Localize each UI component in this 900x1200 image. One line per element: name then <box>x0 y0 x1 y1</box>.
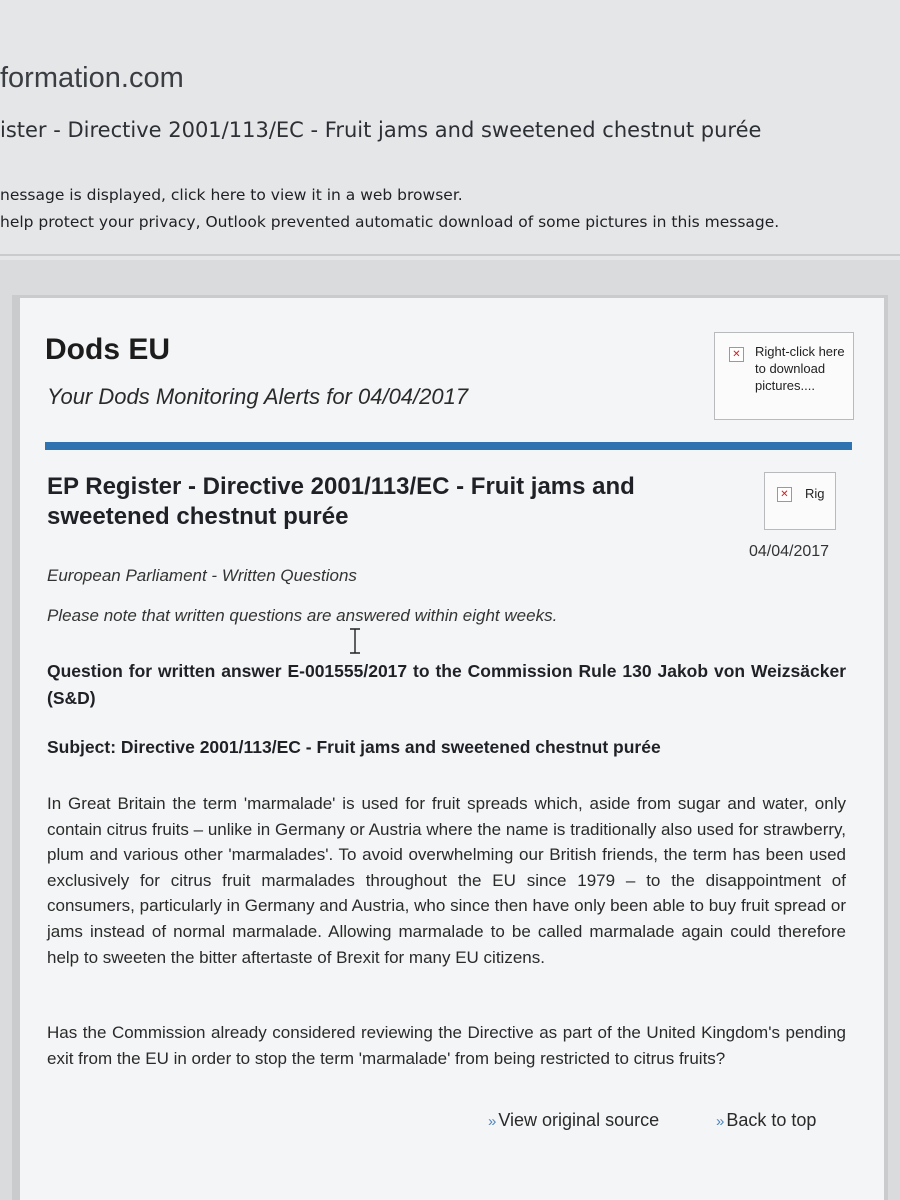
blocked-image-placeholder-small[interactable] <box>764 472 836 530</box>
browser-view-infobar[interactable]: nessage is displayed, click here to view it in a web browser. <box>0 186 463 204</box>
download-pictures-text: Right-click here to download pictures.... <box>755 344 845 393</box>
question-paragraph-2: Has the Commission already considered reviewing the Directive as part of the United Kingdom's pending exit from the EU in order to stop the term 'marmalade' from being restricted to citrus fruits? <box>47 1023 846 1068</box>
download-pictures-text-truncated: Rig <box>805 486 825 501</box>
double-chevron-icon: » <box>488 1113 497 1130</box>
sender-address: formation.com <box>0 62 184 94</box>
article-note: Please note that written questions are answered within eight weeks. <box>47 606 558 625</box>
privacy-infobar[interactable]: help protect your privacy, Outlook prevented automatic download of some pictures in this message. <box>0 213 780 231</box>
header-divider <box>0 254 900 256</box>
back-to-top-link[interactable] <box>716 1110 816 1131</box>
blocked-image-placeholder[interactable] <box>714 332 854 420</box>
accent-divider-bar <box>45 442 852 450</box>
question-paragraph-1: In Great Britain the term 'marmalade' is used for fruit spreads which, aside from sugar and water, only contain citrus fruits – unlike in Germany or Austria where the name is traditionally also used for strawberry, plum and various other 'marmalades'. To avoid overwhelming our British friends, the term has been used exclusively for citrus fruit marmalades throughout the EU since 1979 – to the disappointment of consumers, particularly in Germany and Austria, who since then have only been able to buy fruit spread or jams instead of normal marmalade. Allowing marmalade to be called marmalade again could therefore help to sweeten the bitter aftertaste of Brexit for many EU citizens. <box>47 794 846 967</box>
view-original-source-link[interactable] <box>488 1110 659 1131</box>
article-date: 04/04/2017 <box>749 543 830 560</box>
alert-date-line: Your Dods Monitoring Alerts for 04/04/2017 <box>47 384 469 409</box>
article-title: EP Register - Directive 2001/113/EC - Fruit jams and sweetened chestnut purée <box>47 473 635 530</box>
back-to-top-label: Back to top <box>726 1110 817 1130</box>
email-subject: ister - Directive 2001/113/EC - Fruit jams and sweetened chestnut purée <box>0 118 762 142</box>
question-heading: Question for written answer E-001555/2017 to the Commission Rule 130 Jakob von Weizsäcker (S&D) <box>47 661 846 708</box>
text-cursor-icon <box>348 628 362 654</box>
double-chevron-icon: » <box>716 1113 725 1130</box>
view-original-source-label: View original source <box>498 1110 660 1130</box>
broken-image-icon: ✕ <box>777 487 792 502</box>
broken-image-icon: ✕ <box>729 347 744 362</box>
article-source: European Parliament - Written Questions <box>47 566 357 585</box>
brand-title: Dods EU <box>45 333 171 366</box>
question-subject: Subject: Directive 2001/113/EC - Fruit jams and sweetened chestnut purée <box>47 737 661 757</box>
